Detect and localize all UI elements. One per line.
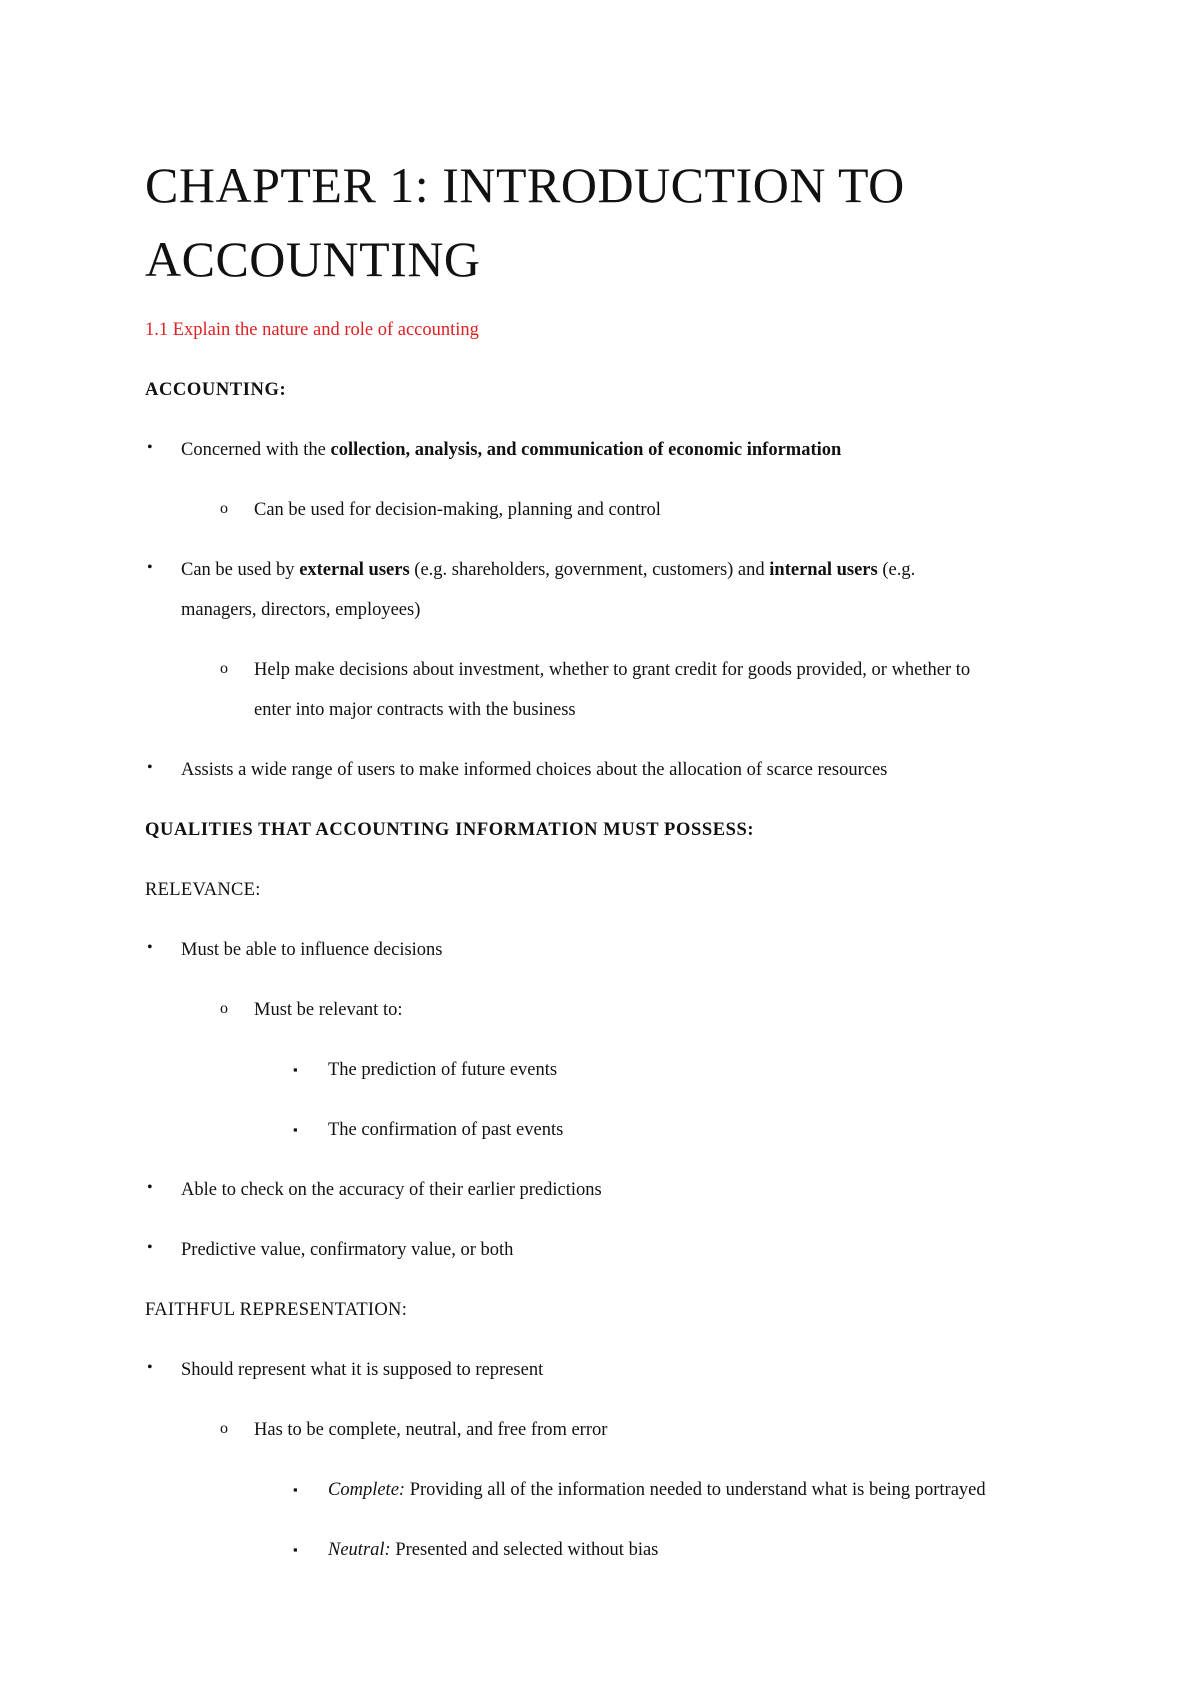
list-item-text: Can be used by [181,560,300,580]
list-item-continuation: managers, directors, employees) [181,600,421,620]
sub-bullet-marker: o [220,1420,228,1437]
chapter-title: CHAPTER 1: INTRODUCTION TO ACCOUNTING [145,157,905,287]
sub-sub-list-item: The confirmation of past events [328,1120,564,1140]
sub-list-item: Help make decisions about investment, whether to grant credit for goods provided, or whether to [254,660,971,680]
sub-list-item: Can be used for decision-making, planning and control [254,500,661,520]
sub-bullet-marker: o [220,660,228,677]
list-item: Predictive value, confirmatory value, or both [181,1240,514,1260]
sub-sub-list-item: The prediction of future events [328,1060,558,1080]
square-bullet-marker: ▪ [293,1482,298,1497]
section-heading: 1.1 Explain the nature and role of accounting [145,320,479,340]
list-item: Able to check on the accuracy of their earlier predictions [181,1180,602,1200]
list-item-bold-text: internal users [769,560,878,580]
square-bullet-marker: ▪ [293,1122,298,1137]
list-item [181,438,841,462]
term-definition: Providing all of the information needed to understand what is being portrayed [405,1480,986,1500]
sub-bullet-marker: o [220,1000,228,1017]
term-italic: Complete: [328,1480,406,1500]
bullet-marker: • [147,1239,153,1256]
sub-list-item: Has to be complete, neutral, and free from error [254,1420,608,1440]
bullet-marker: • [147,939,153,956]
list-item-text: (e.g. [877,560,916,580]
list-item-bold-text: external users [299,560,410,580]
sub-sub-list-item [328,1538,658,1562]
accounting-heading: ACCOUNTING: [145,380,287,400]
list-item: Should represent what it is supposed to represent [181,1360,544,1380]
term-italic: Neutral: [328,1540,391,1560]
bullet-marker: • [147,759,153,776]
list-item: Assists a wide range of users to make informed choices about the allocation of scarce resources [181,760,888,780]
faithful-representation-heading: FAITHFUL REPRESENTATION: [145,1300,408,1320]
list-item-text: Concerned with the [181,440,331,460]
sub-list-item-continuation: enter into major contracts with the business [254,700,576,720]
square-bullet-marker: ▪ [293,1542,298,1557]
term-definition: Presented and selected without bias [390,1540,659,1560]
list-item-text: (e.g. shareholders, government, customers) and [409,560,770,580]
square-bullet-marker: ▪ [293,1062,298,1077]
bullet-marker: • [147,439,153,456]
relevance-heading: RELEVANCE: [145,880,261,900]
sub-sub-list-item [328,1478,986,1502]
bullet-marker: • [147,559,153,576]
list-item [181,558,915,582]
qualities-heading: QUALITIES THAT ACCOUNTING INFORMATION MUST POSSESS: [145,820,755,840]
bullet-marker: • [147,1359,153,1376]
list-item: Must be able to influence decisions [181,940,443,960]
list-item-bold-text: collection, analysis, and communication of economic information [330,440,842,460]
sub-bullet-marker: o [220,500,228,517]
bullet-marker: • [147,1179,153,1196]
sub-list-item: Must be relevant to: [254,1000,403,1020]
